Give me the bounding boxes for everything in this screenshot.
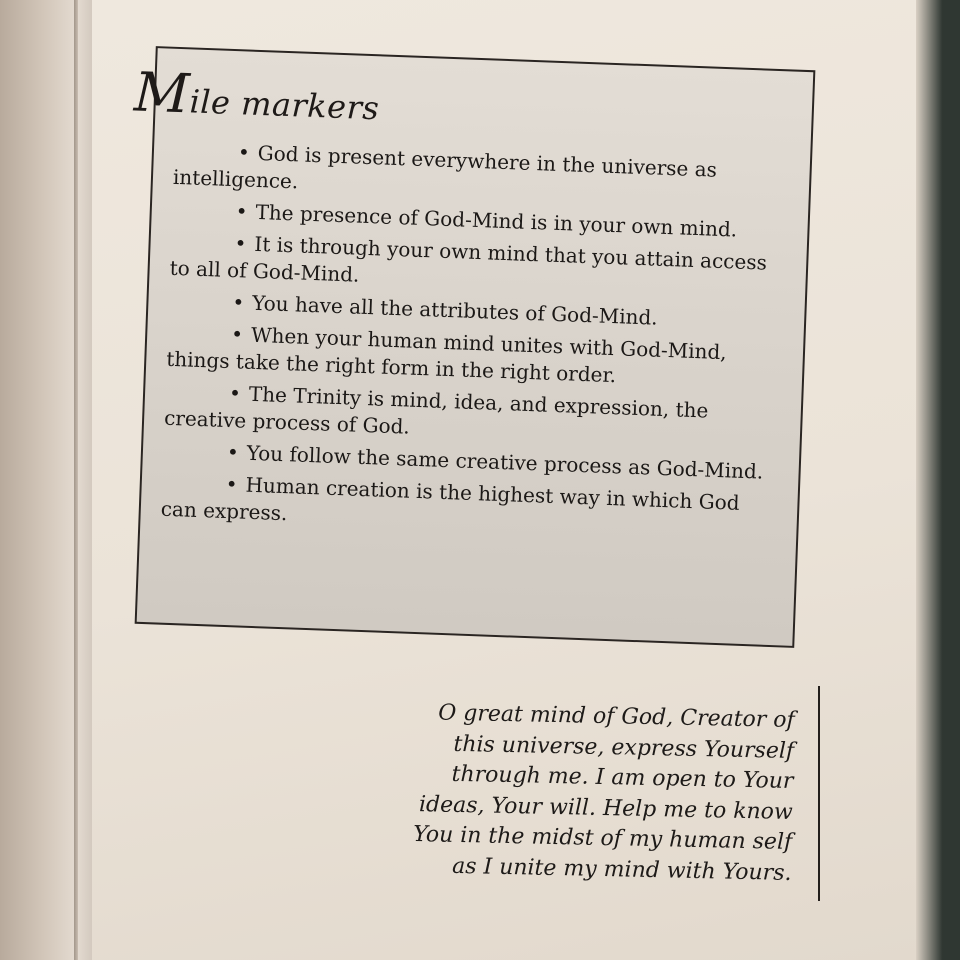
- bullet-icon: •: [225, 471, 239, 497]
- list-item: • When your human mind unites with God-Mind, things take the right form in the right order.: [166, 319, 778, 395]
- bullet-icon: •: [230, 322, 244, 347]
- spine-fold: [74, 0, 78, 960]
- prayer-line: as I unite my mind with Yours.: [451, 853, 792, 886]
- bullet-icon: •: [234, 231, 247, 256]
- book-gutter: [0, 0, 96, 960]
- list-item: • You follow the same creative process as God-Mind.: [163, 437, 774, 486]
- list-item: • You have all the attributes of God-Mind.: [168, 287, 779, 336]
- prayer-line: You in the midst of my human self: [412, 822, 793, 855]
- prayer-line: ideas, Your will. Help me to know: [418, 791, 794, 825]
- mile-markers-box: [132, 46, 816, 648]
- mile-markers-list: [160, 137, 784, 550]
- prayer-line: O great mind of God, Creator of: [438, 700, 795, 733]
- bullet-icon: •: [232, 290, 245, 315]
- list-item: • The Trinity is mind, idea, and expression, the creative process of God.: [164, 378, 776, 454]
- list-item: • God is present everywhere in the universe as intelligence.: [173, 137, 785, 213]
- bullet-icon: •: [235, 199, 249, 224]
- bullet-icon: •: [226, 439, 240, 465]
- list-item: • Human creation is the highest way in which God can express.: [160, 469, 772, 545]
- prayer-line: this universe, express Yourself: [453, 731, 795, 764]
- title-initial: M: [132, 60, 192, 126]
- page-edge: [916, 0, 960, 960]
- prayer-text: [331, 696, 795, 889]
- prayer-line: through me. I am open to Your: [451, 761, 794, 794]
- list-item: • It is through your own mind that you attain access to all of God-Mind.: [169, 228, 781, 304]
- prayer-rule: [818, 686, 820, 901]
- title-rest: ile markers: [188, 82, 381, 128]
- bullet-icon: •: [237, 140, 251, 165]
- bullet-icon: •: [228, 381, 242, 406]
- box-title: [132, 60, 381, 128]
- list-item: • The presence of God-Mind is in your own mind.: [171, 196, 782, 245]
